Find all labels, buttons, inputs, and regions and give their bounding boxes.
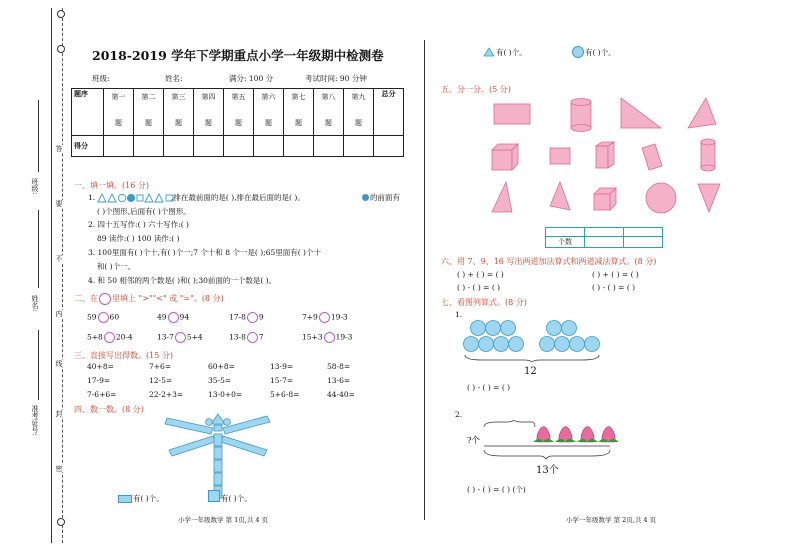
q4-line: 4. 和 50 相邻的两个数是( )和( );30前面的一个数是( )。 bbox=[88, 276, 277, 285]
triangle-icon bbox=[483, 47, 495, 57]
calc-item: 13-9= bbox=[270, 362, 294, 371]
compare-circle[interactable] bbox=[175, 332, 186, 343]
q2-line-1: 2. 四十五写作:( ) 六十写作:( ) bbox=[88, 220, 189, 229]
section-2-heading bbox=[74, 293, 224, 305]
compare-circle[interactable] bbox=[168, 312, 179, 323]
q1-text-3: ( )个图形,后面有( )个图形。 bbox=[97, 207, 191, 216]
bubble bbox=[479, 337, 494, 352]
compare-left: 5+8 bbox=[87, 332, 103, 342]
cylinder-shape bbox=[571, 99, 591, 132]
compare-circle[interactable] bbox=[319, 312, 330, 323]
compare-circle[interactable] bbox=[247, 312, 258, 323]
binding-circle bbox=[57, 518, 65, 526]
total-brace bbox=[465, 355, 599, 362]
compare-circle[interactable] bbox=[104, 332, 115, 343]
compare-right: 19-3 bbox=[335, 332, 353, 342]
score-header-cell: 题序 bbox=[72, 89, 104, 136]
dragonfly-wing bbox=[169, 436, 215, 456]
triangle-icon bbox=[98, 194, 106, 202]
compare-right: 7 bbox=[258, 332, 264, 342]
shapes-figure bbox=[480, 96, 730, 221]
score-cell[interactable] bbox=[314, 136, 344, 157]
score-cell[interactable] bbox=[374, 136, 404, 157]
score-header-cell bbox=[344, 89, 374, 136]
calc-item: 5+6-8= bbox=[270, 390, 300, 399]
calc-item: 7+6= bbox=[149, 362, 172, 371]
compare-item bbox=[87, 332, 133, 343]
compare-left: 15+3 bbox=[302, 332, 323, 342]
compare-left: 17-8 bbox=[229, 312, 246, 322]
score-cell[interactable] bbox=[164, 136, 194, 157]
filled-circle-icon bbox=[362, 194, 369, 201]
tally-cell[interactable] bbox=[585, 237, 624, 248]
tally-cell[interactable] bbox=[585, 228, 624, 237]
bubble bbox=[562, 321, 577, 336]
addition-equation: ( ) + ( ) = ( ) bbox=[592, 270, 639, 279]
score-header-cell bbox=[164, 89, 194, 136]
rectangle-shape bbox=[494, 104, 530, 124]
triangle-icon bbox=[155, 194, 163, 202]
calc-item: 13-6= bbox=[327, 376, 351, 385]
compare-item bbox=[87, 312, 119, 323]
seal-char: 密 bbox=[55, 465, 63, 472]
compare-right: 19-3 bbox=[330, 312, 348, 322]
tally-cell[interactable] bbox=[624, 228, 663, 237]
exam-time: 考试时间: 90 分钟 bbox=[305, 74, 367, 83]
margin-class-label: 班级: bbox=[31, 178, 39, 195]
q1-text-2: 的前面有 bbox=[370, 193, 400, 202]
peach-icon bbox=[577, 427, 598, 443]
compare-item bbox=[302, 332, 352, 343]
section-7-heading: 七、看图列算式。(8 分) bbox=[441, 298, 527, 307]
seal-char: 不 bbox=[55, 255, 63, 262]
dragonfly-tail-rect bbox=[214, 434, 222, 446]
compare-left: 13-7 bbox=[157, 332, 174, 342]
tally-row-label: 个数 bbox=[546, 237, 585, 248]
compare-left: 7+9 bbox=[302, 312, 318, 322]
subtraction-equation: ( ) - ( ) = ( ) bbox=[457, 283, 501, 292]
score-header-6: 第六 bbox=[261, 93, 276, 101]
compare-circle[interactable] bbox=[247, 332, 258, 343]
square-icon bbox=[137, 195, 143, 201]
cube-shape bbox=[492, 144, 518, 170]
triangle-shape bbox=[492, 182, 512, 212]
compare-left: 49 bbox=[157, 312, 167, 322]
circle-shape bbox=[646, 183, 676, 213]
subtraction-equation: ( ) - ( ) = ( ) bbox=[592, 283, 636, 292]
calc-item: 40+8= bbox=[87, 362, 114, 371]
calc-item: 17-9= bbox=[87, 376, 111, 385]
score-header-2-sub: 题 bbox=[145, 119, 152, 127]
binding-circle bbox=[57, 10, 65, 18]
circle-icon bbox=[118, 194, 125, 201]
rect-icon bbox=[118, 495, 132, 503]
q7-2-unknown: ?个 bbox=[467, 436, 481, 446]
dragonfly-eye-circle bbox=[224, 419, 231, 426]
margin-name-line bbox=[38, 210, 39, 288]
tally-table bbox=[545, 227, 663, 248]
score-header-5: 第五 bbox=[231, 93, 246, 101]
score-header-cell bbox=[254, 89, 284, 136]
triangle-icon bbox=[108, 194, 116, 202]
addition-equation: ( ) + ( ) = ( ) bbox=[457, 270, 504, 279]
q7-2-number: 2. bbox=[455, 410, 463, 419]
score-header-1: 第一 bbox=[111, 93, 126, 101]
score-row-label: 得分 bbox=[72, 136, 104, 157]
cuboid-shape bbox=[642, 144, 662, 170]
bubble bbox=[555, 337, 570, 352]
score-header-4-sub: 题 bbox=[205, 119, 212, 127]
bubble bbox=[486, 321, 501, 336]
section-5-heading: 五、分一分。(5 分) bbox=[441, 85, 511, 94]
score-cell[interactable] bbox=[344, 136, 374, 157]
binding-line-outer bbox=[51, 8, 52, 543]
dragonfly-body-rect bbox=[214, 425, 222, 431]
triangle-count: 有( )个。 bbox=[496, 48, 527, 57]
calc-item: 12-5= bbox=[149, 376, 173, 385]
compare-item bbox=[302, 312, 348, 323]
score-cell[interactable] bbox=[194, 136, 224, 157]
q7-2-total: 13个 bbox=[536, 465, 559, 476]
bubble bbox=[501, 321, 516, 336]
bubble bbox=[509, 337, 524, 352]
score-header-1-sub: 题 bbox=[115, 119, 122, 127]
rect-count: 有( )个。 bbox=[133, 494, 164, 503]
page-title: 2018-2019 学年下学期重点小学一年级期中检测卷 bbox=[92, 48, 384, 63]
bubble bbox=[540, 337, 555, 352]
calc-item: 60+8= bbox=[208, 362, 235, 371]
score-header-9: 第九 bbox=[351, 93, 366, 101]
cone-shape bbox=[698, 184, 720, 212]
q7-1-number: 1. bbox=[455, 310, 463, 319]
margin-id-line bbox=[38, 330, 39, 400]
bubble bbox=[464, 337, 479, 352]
compare-circle[interactable] bbox=[324, 332, 335, 343]
section-1-heading: 一、填一填。(16 分) bbox=[74, 181, 149, 190]
page-divider bbox=[424, 40, 425, 520]
dragonfly-tail-rect bbox=[214, 447, 222, 459]
section-6-heading: 六、用 7、9、16 写出两道加法算式和两道减法算式。(8 分) bbox=[441, 257, 657, 266]
score-header-cell bbox=[134, 89, 164, 136]
calc-item: 58-8= bbox=[327, 362, 351, 371]
unknown-brace bbox=[484, 420, 535, 427]
dragonfly-wing bbox=[221, 436, 267, 456]
calc-item: 44-40= bbox=[327, 390, 355, 399]
rectangle-shape bbox=[550, 148, 570, 164]
q1-number: 1. bbox=[88, 193, 96, 202]
circle-icon bbox=[99, 293, 111, 305]
score-header-cell bbox=[284, 89, 314, 136]
cuboid-shape bbox=[596, 142, 614, 168]
shape-sequence bbox=[97, 193, 179, 203]
dragonfly-tail-rect bbox=[214, 460, 222, 472]
q7-2-equation: ( ) - ( ) = ( ) (个) bbox=[467, 485, 526, 494]
cube-shape bbox=[594, 188, 616, 210]
q3-line-2: 和( )个一。 bbox=[97, 262, 136, 271]
circle-icon bbox=[572, 46, 584, 58]
triangular-pyramid-shape bbox=[550, 182, 570, 210]
score-header-cell bbox=[194, 89, 224, 136]
peach-icon bbox=[555, 427, 576, 443]
compare-right: 20-4 bbox=[115, 332, 133, 342]
score-header-8-sub: 题 bbox=[325, 119, 332, 127]
tally-cell[interactable] bbox=[624, 237, 663, 248]
compare-right: 5+4 bbox=[186, 332, 203, 342]
seal-char: 要 bbox=[55, 200, 63, 207]
score-header-cell bbox=[104, 89, 134, 136]
q3-line-1: 3. 100里面有( )个十,有( )个一;7 个十和 8 个一是( );65里面有( )个十 bbox=[88, 248, 321, 257]
dragonfly-head-triangle bbox=[211, 414, 225, 424]
dragonfly-figure bbox=[163, 412, 273, 500]
score-header-cell bbox=[224, 89, 254, 136]
square-count: 有( )个。 bbox=[221, 494, 252, 503]
footer-left: 小学一年级数学 第 1页,共 4 页 bbox=[178, 516, 269, 524]
compare-right: 9 bbox=[258, 312, 264, 322]
score-header-7: 第七 bbox=[291, 93, 306, 101]
seal-char: 封 bbox=[55, 410, 63, 417]
seal-char: 内 bbox=[55, 310, 63, 317]
section-2-heading-b: 里填上 ">""<" 或 "="。(8 分) bbox=[112, 294, 224, 303]
calc-item: 7-6+6= bbox=[87, 390, 117, 399]
bubble bbox=[471, 321, 486, 336]
margin-id-label: 准考证号: bbox=[31, 405, 39, 436]
total-brace bbox=[484, 450, 610, 459]
section-2-heading-a: 二、在 bbox=[74, 294, 98, 303]
score-header-8: 第八 bbox=[321, 93, 336, 101]
dragonfly-tail-rect bbox=[214, 473, 222, 485]
score-header-3-sub: 题 bbox=[175, 119, 182, 127]
bubble bbox=[494, 337, 509, 352]
margin-name-label: 姓名: bbox=[31, 295, 39, 312]
q2-line-2: 89 读作:( ) 100 读作:( ) bbox=[97, 234, 180, 243]
score-header-cell bbox=[314, 89, 344, 136]
binding-circle bbox=[57, 45, 65, 53]
class-label: 班级: bbox=[92, 74, 110, 83]
dragonfly-wing bbox=[223, 416, 270, 434]
calc-item: 22-2+3= bbox=[149, 390, 184, 399]
full-score: 满分: 100 分 bbox=[229, 74, 274, 83]
compare-item bbox=[157, 312, 189, 323]
peach-icon bbox=[533, 427, 554, 443]
triangular-prism-shape bbox=[688, 98, 716, 128]
bubble bbox=[585, 337, 600, 352]
triangle-icon bbox=[145, 194, 153, 202]
score-header-6-sub: 题 bbox=[265, 119, 272, 127]
score-cell[interactable] bbox=[134, 136, 164, 157]
square-icon bbox=[208, 490, 220, 502]
margin-class-line bbox=[38, 100, 39, 172]
score-header-cell: 总分 bbox=[374, 89, 404, 136]
score-header-3: 第三 bbox=[171, 93, 186, 101]
section-3-heading: 三、直接写出得数。(15 分) bbox=[74, 351, 173, 360]
calc-item: 15-7= bbox=[270, 376, 294, 385]
compare-circle[interactable] bbox=[98, 312, 109, 323]
compare-item bbox=[229, 332, 264, 343]
cylinder-shape bbox=[701, 139, 715, 171]
compare-item bbox=[229, 312, 264, 323]
q1-text: ,排在最前面的是( ),排在最后面的是( )。 bbox=[171, 193, 305, 202]
score-header-9-sub: 题 bbox=[355, 119, 362, 127]
q7-1-total: 12 bbox=[524, 366, 537, 377]
score-cell[interactable] bbox=[104, 136, 134, 157]
circle-icon bbox=[127, 194, 134, 201]
score-cell[interactable] bbox=[224, 136, 254, 157]
score-header-7-sub: 题 bbox=[295, 119, 302, 127]
bubble bbox=[547, 321, 562, 336]
section-4-heading: 四、数一数。(8 分) bbox=[74, 405, 144, 414]
name-label: 姓名: bbox=[165, 74, 183, 83]
bubble bbox=[570, 337, 585, 352]
compare-left: 13-8 bbox=[229, 332, 246, 342]
q7-1-equation: ( ) - ( ) = ( ) bbox=[467, 383, 511, 392]
binding-line-dashed bbox=[62, 8, 63, 543]
seal-char: 答 bbox=[55, 145, 63, 152]
peach-icon bbox=[598, 427, 619, 443]
bubbles-figure bbox=[462, 318, 607, 362]
right-triangle-shape bbox=[621, 98, 661, 128]
score-cell[interactable] bbox=[284, 136, 314, 157]
score-header-2: 第二 bbox=[141, 93, 156, 101]
compare-right: 60 bbox=[109, 312, 120, 322]
seal-char: 线 bbox=[55, 360, 63, 367]
score-header-4: 第四 bbox=[201, 93, 216, 101]
score-table bbox=[71, 88, 404, 157]
circle-count: 有( )个。 bbox=[585, 48, 616, 57]
footer-right: 小学一年级数学 第 2页,共 4 页 bbox=[566, 516, 657, 524]
compare-item bbox=[157, 332, 203, 343]
dragonfly-eye-circle bbox=[206, 419, 213, 426]
score-cell[interactable] bbox=[254, 136, 284, 157]
compare-left: 59 bbox=[87, 312, 97, 322]
tally-cell[interactable] bbox=[546, 228, 585, 237]
calc-item: 13-0+0= bbox=[208, 390, 243, 399]
score-header-5-sub: 题 bbox=[235, 119, 242, 127]
calc-item: 35-5= bbox=[208, 376, 232, 385]
compare-right: 94 bbox=[179, 312, 190, 322]
